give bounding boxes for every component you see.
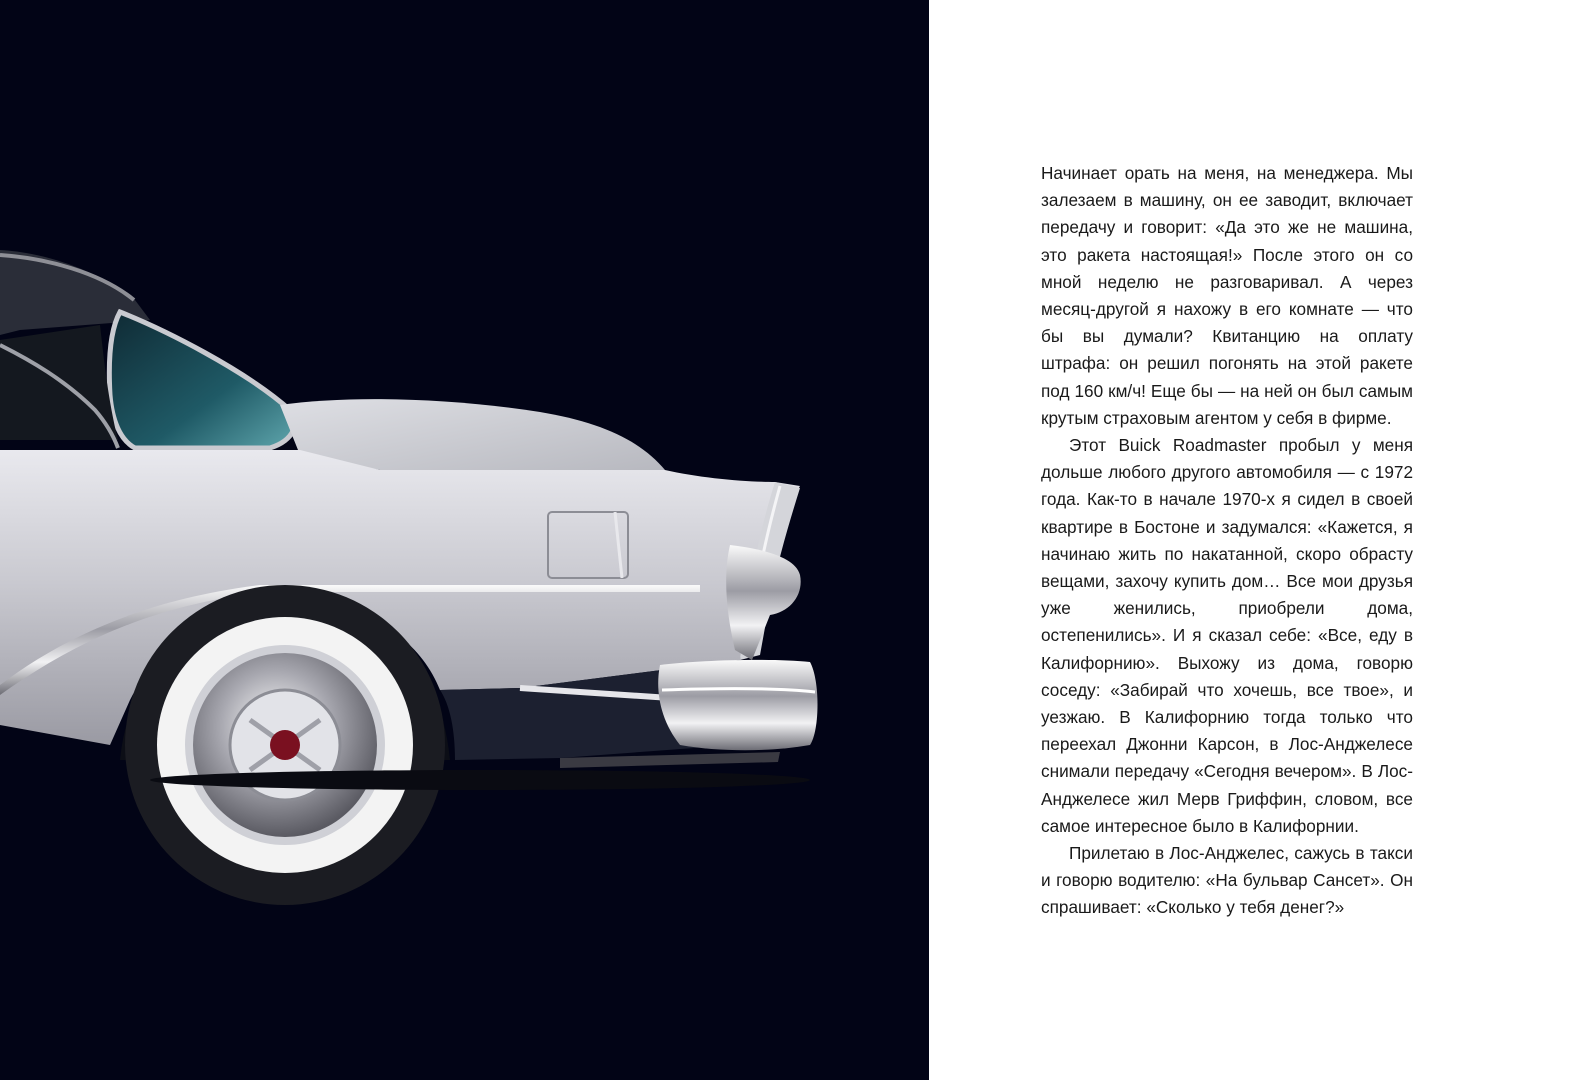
car-tail-light	[726, 545, 800, 660]
text-page	[929, 0, 1578, 1080]
paragraph-1: Начинает орать на меня, на менеджера. Мы залезаем в машину, он ее заводит, включает передачу и говорит: «Да это же не машина, это ракета настоящая!» После этого он со мной неделю не разговаривал. А через месяц-другой я нахожу в его комнате — что бы вы думали? Квитанцию на оплату штрафа: он решил погонять на этой ракете под 160 км/ч! Еще бы — на ней он был самым крутым страховым агентом у себя в фирме.	[1041, 163, 1413, 428]
car-rear-window	[109, 312, 295, 448]
car-rear-bumper	[658, 660, 817, 750]
paragraph-2: Этот Buick Roadmaster пробыл у меня дольше любого другого автомобиля — с 1972 года. Как-то в начале 1970-х я сидел в своей квартире в Бостоне и задумался: «Кажется, я начинаю жить по накатанной, скоро обрасту вещами, захочу купить дом… Все мои друзья уже женились, приобрели дома, остепенились». И я сказал себе: «Все, еду в Калифорнию». Выхожу из дома, говорю соседу: «Забирай что хочешь, все твое», и уезжаю. В Калифорнию тогда только что переехал Джонни Карсон, в Лос-Анджелесе снимали передачу «Сегодня вечером». В Лос-Анджелесе жил Мерв Гриффин, словом, все самое интересное было в Калифорнии.	[1041, 435, 1413, 836]
article-text	[1041, 160, 1413, 922]
car-side-window	[0, 325, 118, 440]
paragraph-3: Прилетаю в Лос-Анджелес, сажусь в такси и говорю водителю: «На бульвар Сансет». Он спрашивает: «Сколько у тебя денег?»	[1041, 843, 1413, 918]
car-wheel	[125, 585, 445, 905]
